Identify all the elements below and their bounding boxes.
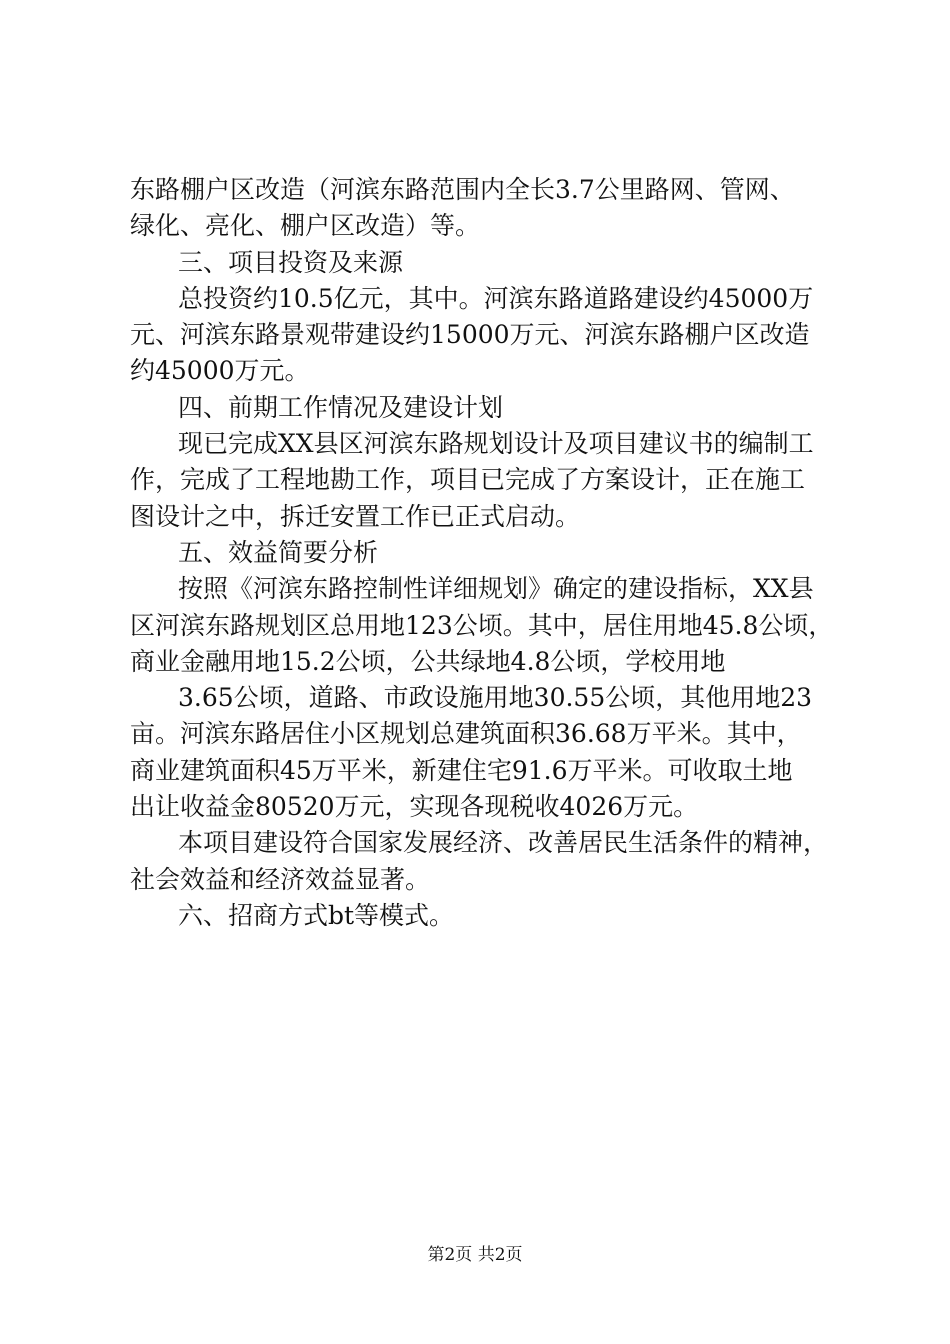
paragraph-line: 作，完成了工程地勘工作，项目已完成了方案设计，正在施工 bbox=[130, 465, 806, 495]
paragraph-line: 区河滨东路规划区总用地123公顷。其中，居住用地45.8公顷， bbox=[130, 610, 834, 640]
paragraph-line: 出让收益金80520万元，实现各现税收4026万元。 bbox=[130, 792, 699, 822]
paragraph-line: 绿化、亮化、棚户区改造）等。 bbox=[130, 211, 481, 241]
section-heading: 三、项目投资及来源 bbox=[178, 247, 404, 277]
paragraph-line: 总投资约10.5亿元，其中。河滨东路道路建设约45000万 bbox=[178, 283, 814, 313]
paragraph-line: 现已完成XX县区河滨东路规划设计及项目建议书的编制工 bbox=[178, 429, 814, 459]
paragraph-line: 按照《河滨东路控制性详细规划》确定的建设指标，XX县 bbox=[178, 574, 814, 604]
page-footer bbox=[0, 1244, 950, 1266]
paragraph-line: 图设计之中，拆迁安置工作已正式启动。 bbox=[130, 501, 581, 531]
paragraph-line: 商业建筑面积45万平米，新建住宅91.6万平米。可收取土地 bbox=[130, 755, 793, 785]
paragraph-line: 本项目建设符合国家发展经济、改善居民生活条件的精神， bbox=[178, 828, 829, 858]
paragraph-line: 3.65公顷，道路、市政设施用地30.55公顷，其他用地23 bbox=[178, 683, 813, 713]
paragraph-line: 约45000万元。 bbox=[130, 356, 310, 386]
document-body bbox=[130, 172, 865, 934]
paragraph-line: 亩。河滨东路居住小区规划总建筑面积36.68万平米。其中， bbox=[130, 719, 802, 749]
paragraph-line: 社会效益和经济效益显著。 bbox=[130, 864, 431, 894]
paragraph-line: 商业金融用地15.2公顷，公共绿地4.8公顷，学校用地 bbox=[130, 646, 726, 676]
page-number-label: 第2页 共2页 bbox=[427, 1245, 523, 1265]
section-heading: 六、招商方式bt等模式。 bbox=[178, 900, 455, 930]
section-heading: 五、效益简要分析 bbox=[178, 537, 379, 567]
paragraph-line: 东路棚户区改造（河滨东路范围内全长3.7公里路网、管网、 bbox=[130, 175, 795, 204]
section-heading: 四、前期工作情况及建设计划 bbox=[178, 392, 504, 422]
paragraph-line: 元、河滨东路景观带建设约15000万元、河滨东路棚户区改造 bbox=[130, 320, 810, 350]
